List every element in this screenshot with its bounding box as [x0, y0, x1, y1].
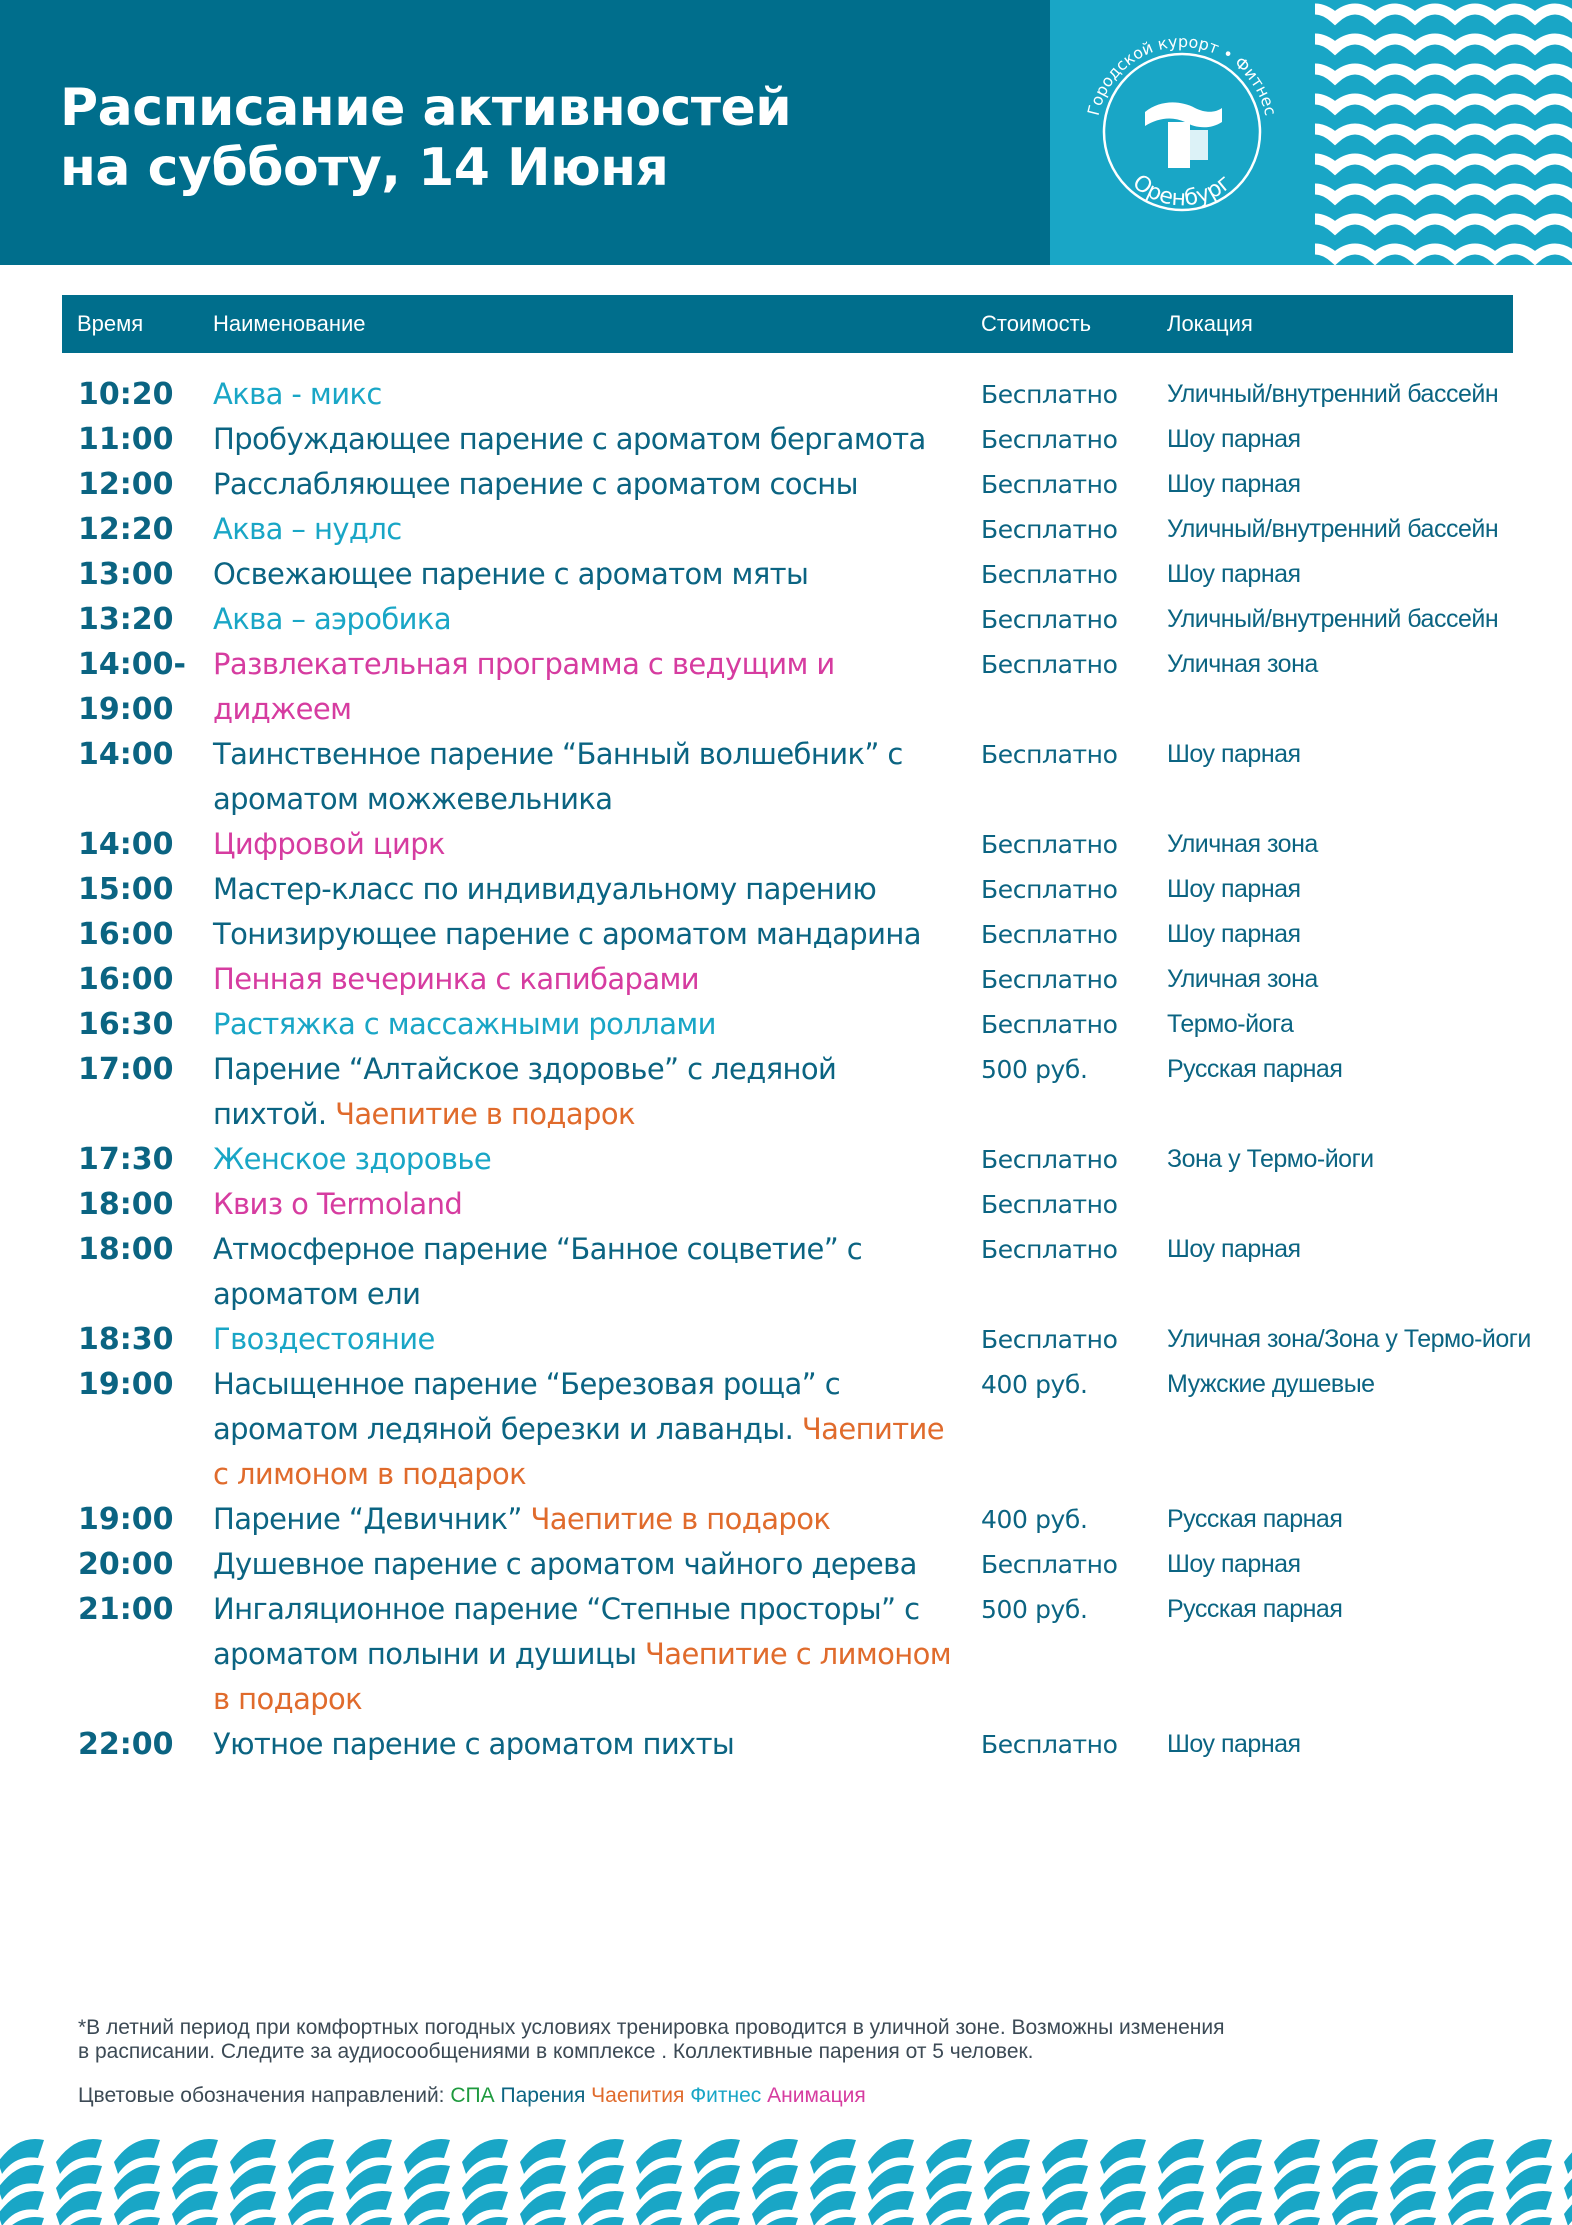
activity-name: Парение “Алтайское здоровье” с ледяной	[213, 1052, 837, 1086]
row-location: Уличный/внутренний бассейн	[1167, 515, 1499, 543]
activity-name-cont: диджеем	[213, 692, 352, 726]
row-location: Уличная зона	[1167, 965, 1318, 993]
activity-name: Развлекательная программа с ведущим и	[213, 647, 835, 681]
row-time-text: 10:20	[78, 377, 174, 412]
row-time-text: 16:30	[78, 1007, 174, 1042]
activity-name: Парение “Девичник”	[213, 1502, 522, 1536]
activity-name: Аква - микс	[213, 377, 382, 411]
row-time	[78, 1362, 174, 1407]
activity-name: Квиз о Termoland	[213, 1187, 463, 1221]
row-time-text: 12:20	[78, 512, 174, 547]
schedule-row	[0, 507, 1572, 552]
decorative-waves-bottom	[0, 2130, 1572, 2225]
footnote-line1: *В летний период при комфортных погодных условиях тренировка проводится в уличной зоне. Возможны изменения	[78, 2016, 1225, 2039]
row-activity	[213, 417, 973, 462]
row-activity	[213, 822, 973, 867]
row-time	[78, 1137, 174, 1182]
row-time-text: 22:00	[78, 1727, 174, 1762]
row-location: Шоу парная	[1167, 1550, 1301, 1578]
logo-city-text: Оренбург	[1127, 169, 1237, 212]
row-location: Уличная зона	[1167, 650, 1318, 678]
row-location: Уличный/внутренний бассейн	[1167, 380, 1499, 408]
row-price: Бесплатно	[981, 515, 1118, 544]
row-price: 400 руб.	[981, 1505, 1088, 1534]
schedule-row	[0, 1137, 1572, 1182]
schedule-row	[0, 462, 1572, 507]
decorative-waves-top	[1315, 0, 1572, 265]
activity-name-cont: ароматом ели	[213, 1277, 421, 1311]
row-location: Термо-йога	[1167, 1010, 1294, 1038]
page-header	[0, 0, 1572, 265]
row-activity	[213, 1497, 973, 1542]
row-time-text: 17:00	[78, 1052, 174, 1087]
schedule-row	[0, 912, 1572, 957]
row-price: Бесплатно	[981, 1550, 1118, 1579]
row-activity	[213, 1317, 973, 1362]
row-time-text: 18:00	[78, 1187, 174, 1222]
row-activity	[213, 1542, 973, 1587]
page-title	[60, 78, 791, 198]
row-location: Шоу парная	[1167, 560, 1301, 588]
activity-name: Насыщенное парение “Березовая роща” с	[213, 1367, 841, 1401]
row-price: Бесплатно	[981, 1325, 1118, 1354]
activity-name: Женское здоровье	[213, 1142, 492, 1176]
footnote-line2: в расписании. Следите за аудиосообщениями в комплексе . Коллективные парения от 5 человек.	[78, 2040, 1034, 2063]
schedule-list	[0, 372, 1572, 1767]
row-activity	[213, 957, 973, 1002]
row-location: Шоу парная	[1167, 875, 1301, 903]
row-location: Зона у Термо-йоги	[1167, 1145, 1374, 1173]
row-activity	[213, 1722, 973, 1767]
row-location: Мужские душевые	[1167, 1370, 1375, 1398]
activity-name: Пробуждающее парение с ароматом бергамота	[213, 422, 926, 456]
logo-panel	[1050, 0, 1315, 265]
row-location: Русская парная	[1167, 1055, 1343, 1083]
legend-item-paren: Парения	[500, 2084, 586, 2107]
row-activity	[213, 1362, 973, 1497]
row-price: Бесплатно	[981, 560, 1118, 589]
activity-name: Атмосферное парение “Банное соцветие” с	[213, 1232, 863, 1266]
row-time-text: 20:00	[78, 1547, 174, 1582]
row-activity	[213, 912, 973, 957]
tea-bonus: Чаепитие в подарок	[335, 1097, 635, 1131]
row-price: Бесплатно	[981, 470, 1118, 499]
row-time-text: 16:00	[78, 962, 174, 997]
row-time-text: 21:00	[78, 1592, 174, 1627]
row-location: Шоу парная	[1167, 740, 1301, 768]
row-time-text: 14:00	[78, 827, 174, 862]
row-activity	[213, 1227, 973, 1317]
row-time	[78, 912, 174, 957]
row-price: Бесплатно	[981, 965, 1118, 994]
row-time	[78, 1182, 174, 1227]
row-price: Бесплатно	[981, 650, 1118, 679]
row-price: Бесплатно	[981, 1235, 1118, 1264]
schedule-row	[0, 1047, 1572, 1137]
row-price: Бесплатно	[981, 605, 1118, 634]
schedule-row	[0, 1002, 1572, 1047]
row-time	[78, 507, 174, 552]
activity-name-cont: ароматом ледяной березки и лаванды.	[213, 1412, 802, 1446]
row-time	[78, 822, 174, 867]
row-time	[78, 1002, 174, 1047]
wave-t-logo-icon	[1145, 102, 1222, 168]
row-location: Шоу парная	[1167, 1730, 1301, 1758]
tea-bonus: Чаепитие в подарок	[530, 1502, 831, 1536]
row-price: 400 руб.	[981, 1370, 1088, 1399]
row-location: Уличная зона	[1167, 830, 1318, 858]
row-location: Шоу парная	[1167, 1235, 1301, 1263]
row-location: Русская парная	[1167, 1595, 1343, 1623]
row-time-text: 14:00	[78, 737, 174, 772]
row-activity	[213, 372, 973, 417]
row-activity	[213, 1137, 973, 1182]
activity-name: Таинственное парение “Банный волшебник” с	[213, 737, 903, 771]
row-time-text: 14:00-	[78, 647, 186, 682]
row-activity	[213, 1182, 973, 1227]
activity-name: Гвоздестояние	[213, 1322, 435, 1356]
activity-name-cont: ароматом полыни и душицы	[213, 1637, 637, 1671]
activity-name: Уютное парение с ароматом пихты	[213, 1727, 735, 1761]
row-price: Бесплатно	[981, 1730, 1118, 1759]
schedule-table-header	[62, 295, 1513, 353]
row-time	[78, 1542, 174, 1587]
row-time	[78, 597, 174, 642]
row-time-text: 18:30	[78, 1322, 174, 1357]
schedule-row	[0, 822, 1572, 867]
row-location: Шоу парная	[1167, 470, 1301, 498]
row-location: Уличная зона/Зона у Термо-йоги	[1167, 1325, 1531, 1353]
activity-name: Ингаляционное парение “Степные просторы” с	[213, 1592, 920, 1626]
row-location: Русская парная	[1167, 1505, 1343, 1533]
row-time-text: 19:00	[78, 1367, 174, 1402]
row-activity	[213, 597, 973, 642]
row-time	[78, 1497, 174, 1542]
schedule-row	[0, 552, 1572, 597]
activity-name: Расслабляющее парение с ароматом сосны	[213, 467, 858, 501]
schedule-row	[0, 1317, 1572, 1362]
row-activity	[213, 732, 973, 822]
row-activity	[213, 1047, 973, 1137]
activity-name: Цифровой цирк	[213, 827, 445, 861]
row-time-text: 17:30	[78, 1142, 174, 1177]
row-price: Бесплатно	[981, 380, 1118, 409]
legend-item-fitness: Фитнес	[690, 2084, 762, 2107]
row-location: Шоу парная	[1167, 920, 1301, 948]
row-time-text: 15:00	[78, 872, 174, 907]
schedule-row	[0, 1587, 1572, 1722]
row-time-text: 13:00	[78, 557, 174, 592]
brand-logo	[1050, 0, 1315, 265]
row-price: 500 руб.	[981, 1595, 1088, 1624]
row-time	[78, 372, 174, 417]
row-time-end: 19:00	[78, 692, 174, 727]
tea-bonus-cont: в подарок	[213, 1682, 363, 1716]
row-time-text: 19:00	[78, 1502, 174, 1537]
activity-name: Освежающее парение с ароматом мяты	[213, 557, 809, 591]
column-location: Локация	[1167, 311, 1253, 336]
row-time	[78, 732, 174, 777]
row-time	[78, 417, 174, 462]
activity-name: Душевное парение с ароматом чайного дерева	[213, 1547, 917, 1581]
color-legend	[78, 2083, 866, 2109]
activity-name: Аква – нудлс	[213, 512, 402, 546]
row-price: Бесплатно	[981, 425, 1118, 454]
legend-item-tea: Чаепития	[591, 2084, 685, 2107]
row-time	[78, 642, 186, 732]
activity-name: Мастер-класс по индивидуальному парению	[213, 872, 877, 906]
row-time-text: 12:00	[78, 467, 174, 502]
row-price: Бесплатно	[981, 875, 1118, 904]
row-time-text: 18:00	[78, 1232, 174, 1267]
row-time	[78, 552, 174, 597]
column-price: Стоимость	[981, 311, 1092, 336]
row-price: Бесплатно	[981, 1190, 1118, 1219]
schedule-row	[0, 372, 1572, 417]
row-location: Уличный/внутренний бассейн	[1167, 605, 1499, 633]
tea-bonus: Чаепитие с лимоном	[645, 1637, 952, 1671]
schedule-row	[0, 957, 1572, 1002]
activity-name: Растяжка с массажными роллами	[213, 1007, 716, 1041]
schedule-row	[0, 642, 1572, 732]
row-time	[78, 1587, 174, 1632]
row-time	[78, 1317, 174, 1362]
schedule-row	[0, 417, 1572, 462]
activity-name-cont: ароматом можжевельника	[213, 782, 613, 816]
schedule-row	[0, 1542, 1572, 1587]
page-title-line1: Расписание активностей	[60, 78, 792, 138]
legend-item-anim: Анимация	[767, 2084, 866, 2107]
row-price: Бесплатно	[981, 920, 1118, 949]
row-time	[78, 1722, 174, 1767]
schedule-row	[0, 1362, 1572, 1497]
row-time-text: 11:00	[78, 422, 174, 457]
page-title-line2: на субботу, 14 Июня	[60, 138, 669, 198]
activity-name: Пенная вечеринка с капибарами	[213, 962, 700, 996]
row-price: Бесплатно	[981, 830, 1118, 859]
activity-name: Тонизирующее парение с ароматом мандарина	[213, 917, 921, 951]
logo-ring-text: Городской курорт • Фитнес	[1083, 31, 1281, 118]
footnote	[78, 2016, 1498, 2064]
row-time-text: 16:00	[78, 917, 174, 952]
row-time	[78, 957, 174, 1002]
schedule-row	[0, 1227, 1572, 1317]
row-time	[78, 462, 174, 507]
row-time-text: 13:20	[78, 602, 174, 637]
row-location: Шоу парная	[1167, 425, 1301, 453]
column-name: Наименование	[213, 311, 366, 336]
row-price: Бесплатно	[981, 1145, 1118, 1174]
row-activity	[213, 552, 973, 597]
tea-bonus-cont: с лимоном в подарок	[213, 1457, 527, 1491]
row-activity	[213, 867, 973, 912]
row-activity	[213, 507, 973, 552]
row-activity	[213, 462, 973, 507]
schedule-row	[0, 597, 1572, 642]
activity-name-cont: пихтой.	[213, 1097, 327, 1131]
row-price: Бесплатно	[981, 1010, 1118, 1039]
row-time	[78, 1047, 174, 1092]
row-price: 500 руб.	[981, 1055, 1088, 1084]
row-time	[78, 1227, 174, 1272]
schedule-row	[0, 1182, 1572, 1227]
schedule-row	[0, 867, 1572, 912]
row-price: Бесплатно	[981, 740, 1118, 769]
row-activity	[213, 1002, 973, 1047]
row-time	[78, 867, 174, 912]
schedule-row	[0, 1722, 1572, 1767]
legend-label: Цветовые обозначения направлений:	[78, 2084, 445, 2107]
schedule-row	[0, 1497, 1572, 1542]
row-activity	[213, 642, 973, 732]
schedule-row	[0, 732, 1572, 822]
activity-name: Аква – аэробика	[213, 602, 452, 636]
row-activity	[213, 1587, 973, 1722]
legend-item-spa: СПА	[450, 2084, 495, 2107]
tea-bonus: Чаепитие	[801, 1412, 944, 1446]
column-time: Время	[77, 311, 144, 336]
